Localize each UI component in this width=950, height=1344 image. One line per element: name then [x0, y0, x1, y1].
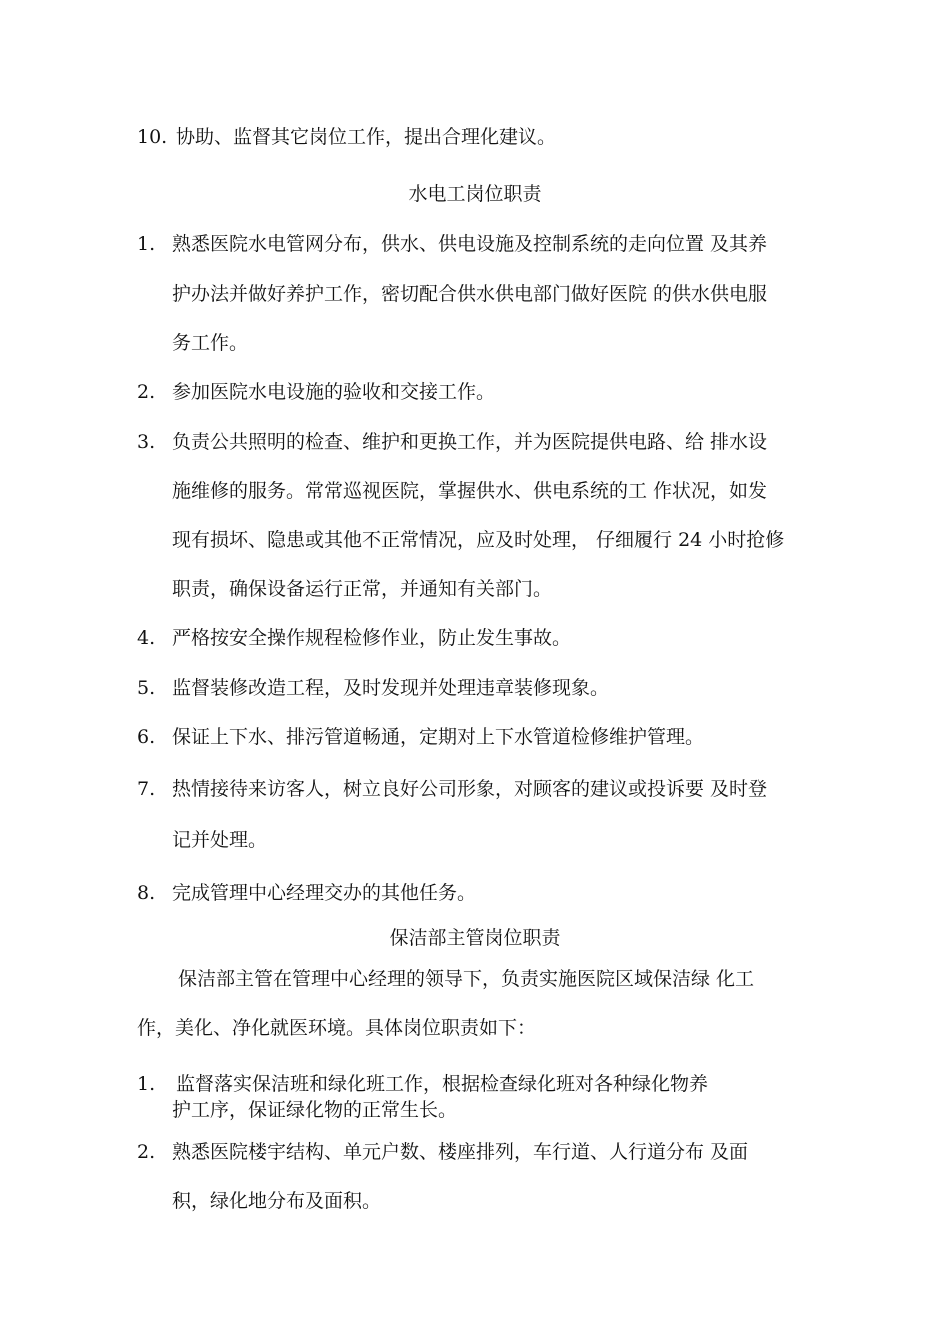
list-item-text: 严格按安全操作规程检修作业，防止发生事故。	[172, 627, 572, 649]
list-item-number: 6.	[137, 726, 156, 748]
list-item-text: 协助、监督其它岗位工作，提出合理化建议。	[176, 126, 557, 148]
list-item-text: 监督装修改造工程，及时发现并处理违章装修现象。	[172, 677, 610, 699]
list-item-text: 参加医院水电设施的验收和交接工作。	[172, 381, 496, 403]
list-item-text: 完成管理中心经理交办的其他任务。	[172, 882, 477, 904]
list-item-number: 1.	[137, 233, 156, 255]
list-item-text: 务工作。	[172, 332, 249, 354]
list-item-text: 护办法并做好养护工作，密切配合供水供电部门做好医院 的供水供电服	[172, 283, 768, 305]
list-item-number: 5.	[137, 677, 156, 699]
list-item-number: 4.	[137, 627, 156, 649]
list-item-text: 熟悉医院楼宇结构、单元户数、楼座排列，车行道、人行道分布 及面	[172, 1141, 749, 1163]
list-item-number: 7.	[137, 778, 156, 800]
list-item-number: 1.	[137, 1073, 156, 1095]
list-item-text: 保证上下水、排污管道畅通，定期对上下水管道检修维护管理。	[172, 726, 705, 748]
list-item-text: 护工序，保证绿化物的正常生长。	[172, 1099, 458, 1121]
list-item-text: 记并处理。	[172, 829, 268, 851]
list-item-number: 2.	[137, 1141, 156, 1163]
list-item-number: 8.	[137, 882, 156, 904]
list-item-text: 负责公共照明的检查、维护和更换工作，并为医院提供电路、给 排水设	[172, 431, 768, 453]
section-title: 水电工岗位职责	[408, 183, 542, 205]
list-item-number: 10.	[137, 126, 168, 148]
section-title: 保洁部主管岗位职责	[389, 927, 561, 949]
list-item-number: 3.	[137, 431, 156, 453]
list-item-text: 现有损坏、隐患或其他不正常情况，应及时处理， 仔细履行 24 小时抢修	[172, 529, 785, 551]
list-item-text: 熟悉医院水电管网分布，供水、供电设施及控制系统的走向位置 及其养	[172, 233, 768, 255]
section-intro-text: 保洁部主管在管理中心经理的领导下，负责实施医院区域保洁绿 化工	[178, 968, 755, 990]
list-item-text: 积，绿化地分布及面积。	[172, 1190, 382, 1212]
list-item-text: 职责，确保设备运行正常，并通知有关部门。	[172, 578, 553, 600]
section-intro-text: 作，美化、净化就医环境。具体岗位职责如下：	[137, 1017, 537, 1039]
list-item-number: 2.	[137, 381, 156, 403]
list-item-text: 热情接待来访客人，树立良好公司形象，对顾客的建议或投诉要 及时登	[172, 778, 768, 800]
list-item-text: 施维修的服务。常常巡视医院，掌握供水、供电系统的工 作状况，如发	[172, 480, 768, 502]
list-item-text: 监督落实保洁班和绿化班工作，根据检查绿化班对各种绿化物养	[176, 1073, 709, 1095]
